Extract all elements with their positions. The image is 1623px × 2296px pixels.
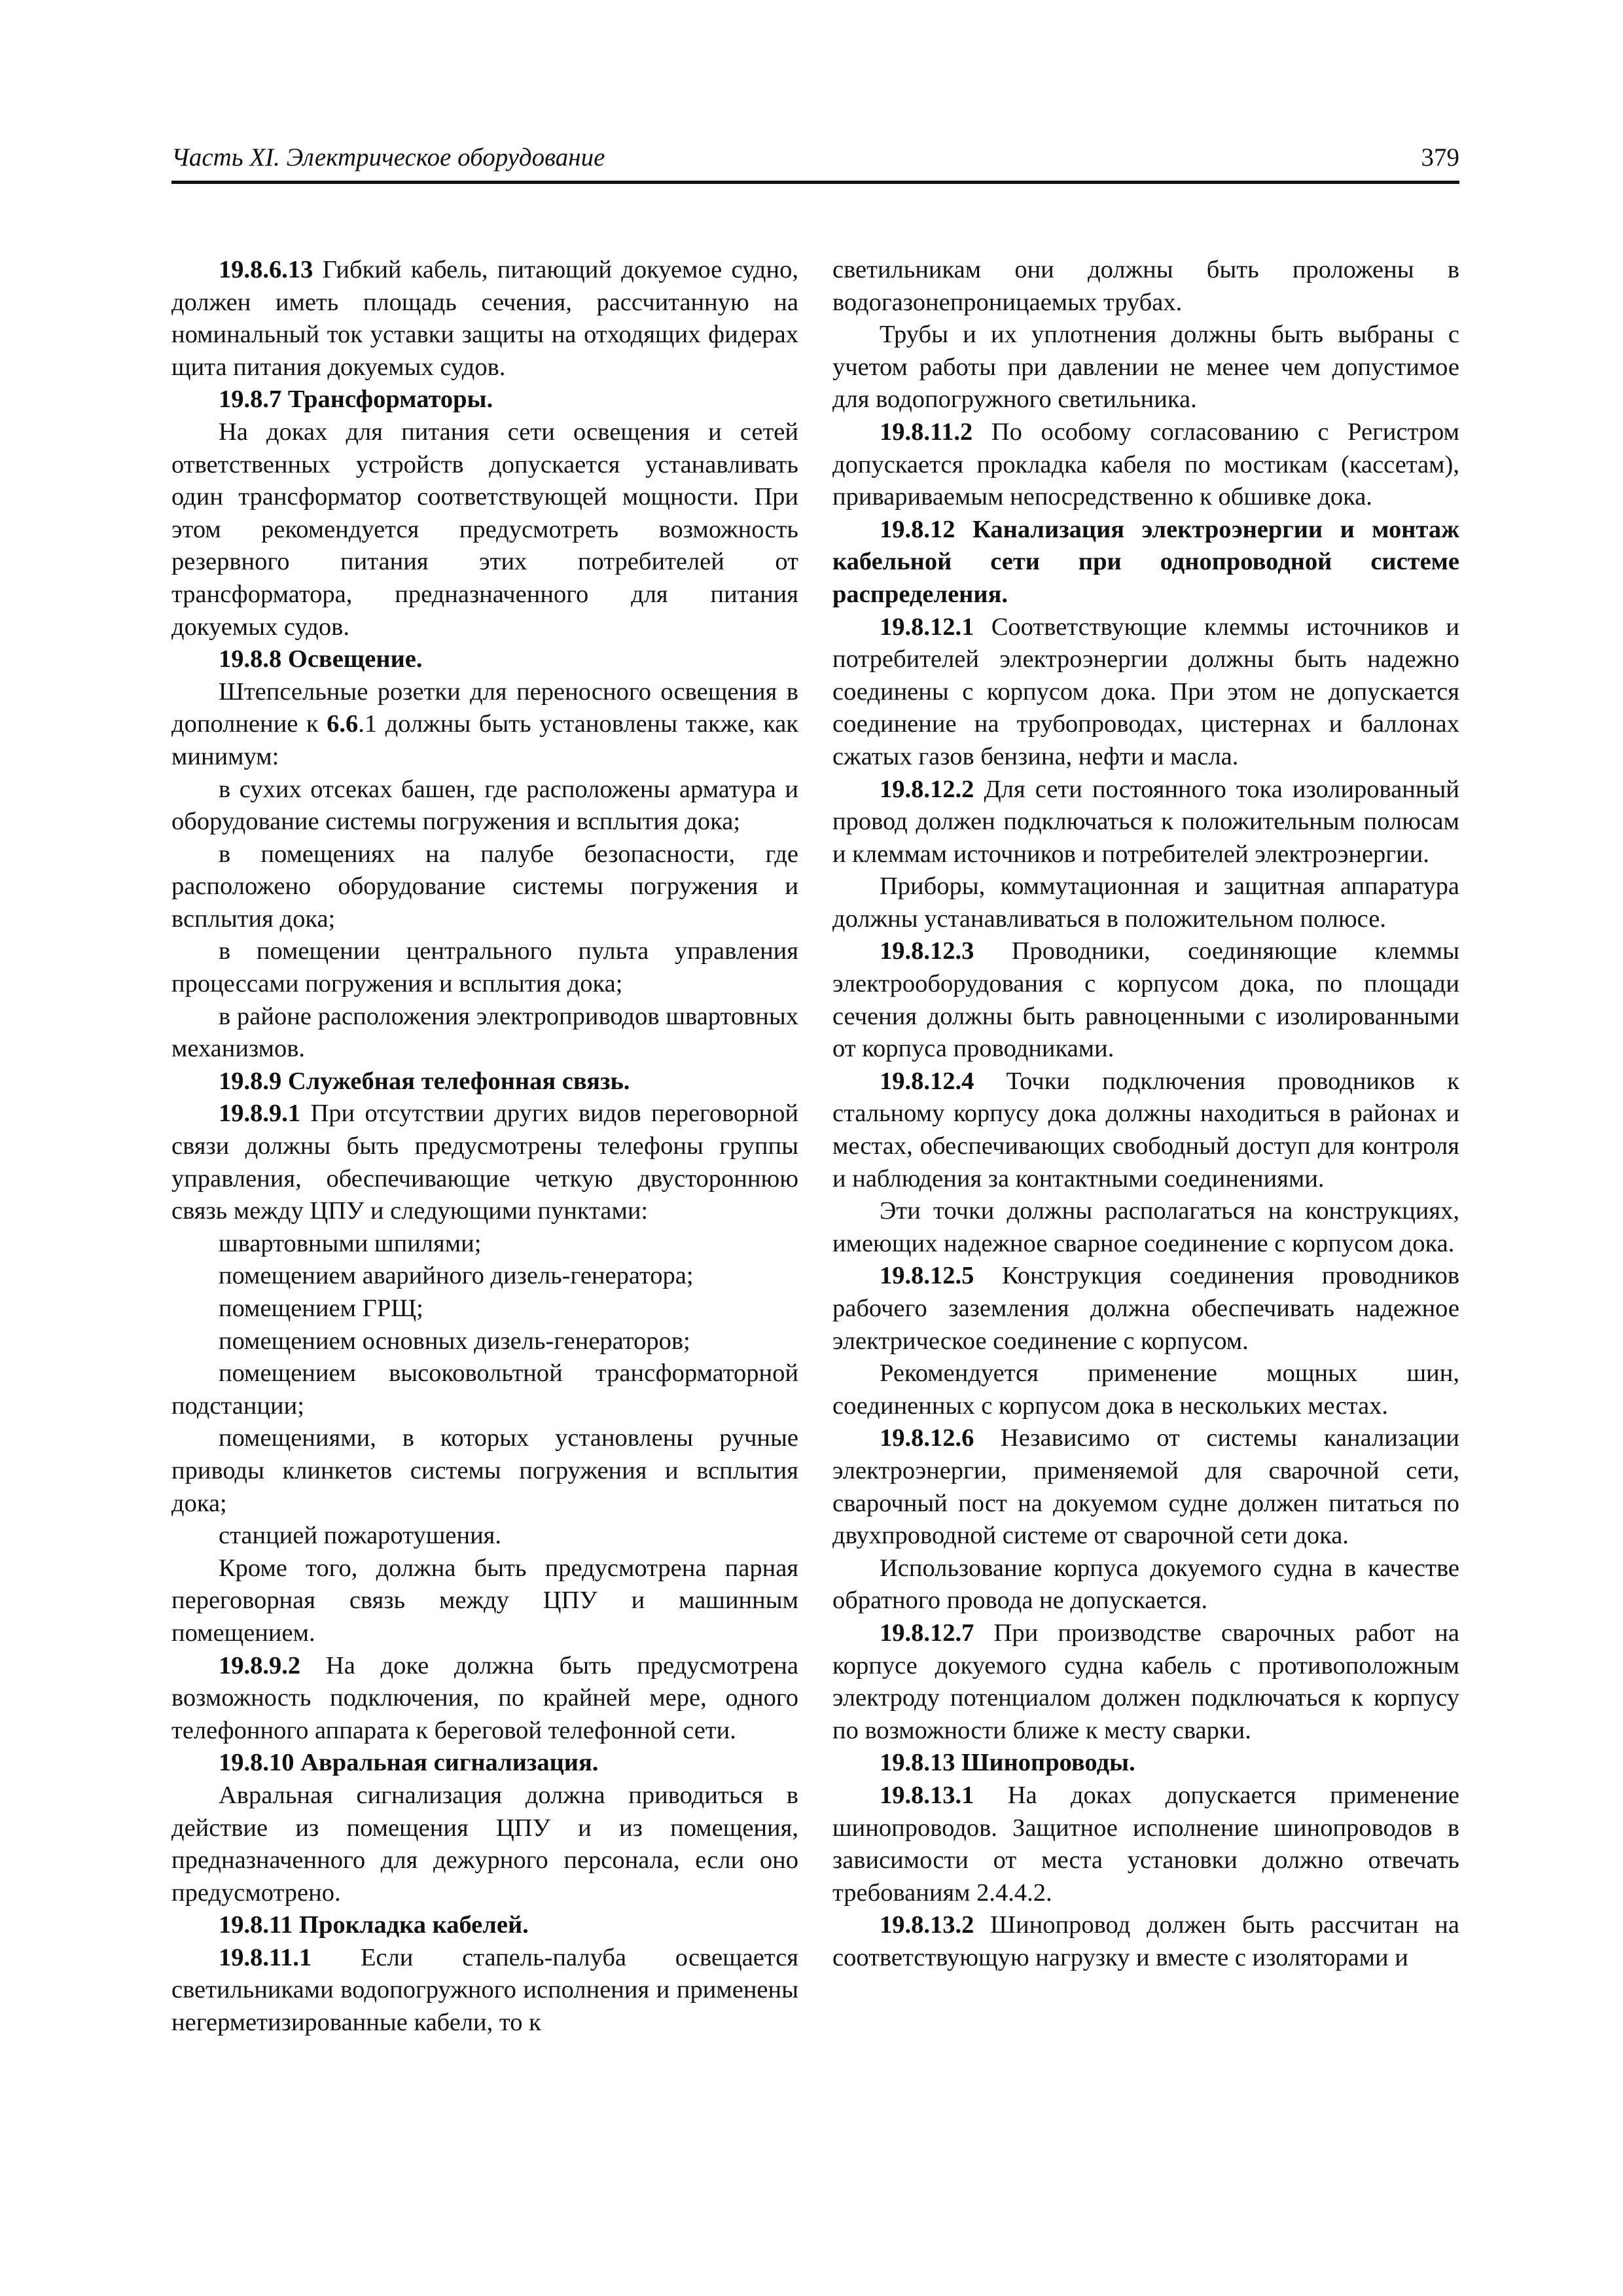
- clause-number: 19.8.12.2: [880, 775, 974, 803]
- page-header: [171, 140, 1459, 184]
- paragraph: [832, 1909, 1459, 1974]
- paragraph: [171, 1098, 798, 1227]
- paragraph: [171, 1942, 798, 2039]
- paragraph-text: Для сети постоянного тока изолированный провод должен подключаться к положительным полюсам и клеммам источников и потребителей электроэнергии.: [832, 775, 1459, 868]
- paragraph-continuation: светильникам они должны быть проложены в водогазонепроницаемых трубах.: [832, 256, 1459, 316]
- paragraph-text: Гибкий кабель, питающий докуемое судно, должен иметь площадь сечения, рассчитанную на номинальный ток уставки защиты на отходящих фидерах щита питания докуемых судов.: [171, 256, 798, 381]
- paragraph: Авральная сигнализация должна приводиться в действие из помещения ЦПУ и из помещения, предназначенного для дежурного персонала, если оно предусмотрено.: [171, 1781, 798, 1907]
- paragraph: [832, 1260, 1459, 1357]
- paragraph: Эти точки должны располагаться на конструкциях, имеющих надежное сварное соединение с корпусом дока.: [832, 1197, 1459, 1257]
- running-header-title: Часть XI. Электрическое оборудование: [171, 143, 605, 171]
- list-item: помещением основных дизель-генераторов;: [219, 1327, 690, 1355]
- paragraph: [171, 254, 798, 384]
- clause-number: 19.8.6.13: [219, 256, 313, 283]
- paragraph: [832, 1422, 1459, 1552]
- clause-number: 19.8.11.2: [880, 418, 973, 446]
- clause-number: 19.8.9.1: [219, 1100, 301, 1128]
- paragraph-text: По особому согласованию с Регистром допускается прокладка кабеля по мостикам (кассетам), привариваемым непосредственно к обшивке дока.: [832, 418, 1459, 511]
- clause-number: 19.8.12.7: [880, 1619, 974, 1647]
- paragraph-text: На доках допускается применение шинопроводов. Защитное исполнение шинопроводов в зависимости от места установки должно отвечать требованиям 2.4.4.2.: [832, 1781, 1459, 1907]
- section-heading: 19.8.11 Прокладка кабелей.: [219, 1911, 529, 1939]
- clause-number: 19.8.12.4: [880, 1067, 974, 1095]
- list-item: помещением аварийного дизель-генератора;: [219, 1262, 694, 1290]
- list-item: помещением ГРЩ;: [219, 1295, 423, 1322]
- paragraph-text: Соответствующие клеммы источников и потребителей электроэнергии должны быть надежно соединены с корпусом дока. При этом не допускается соединение на трубопроводах, цистернах и баллонах сжатых газов бензина, нефти и масла.: [832, 613, 1459, 770]
- paragraph: Приборы, коммутационная и защитная аппаратура должны устанавливаться в положительном полюсе.: [832, 872, 1459, 933]
- paragraph-text: Если стапель-палуба освещается светильниками водопогружного исполнения и применены негерметизированные кабели, то к: [171, 1943, 798, 2037]
- paragraph-text: Проводники, соединяющие клеммы электрооборудования с корпусом дока, по площади сечения должны быть равноценными с изолированными от корпуса проводниками.: [832, 937, 1459, 1063]
- clause-number: 19.8.11.1: [219, 1943, 312, 1971]
- list-item: в помещении центрального пульта управления процессами погружения и всплытия дока;: [171, 937, 798, 998]
- paragraph: [832, 416, 1459, 514]
- clause-number: 19.8.13.2: [880, 1911, 974, 1939]
- clause-number: 19.8.12.5: [880, 1262, 974, 1290]
- paragraph: Использование корпуса докуемого судна в качестве обратного провода не допускается.: [832, 1554, 1459, 1615]
- paragraph: Кроме того, должна быть предусмотрена парная переговорная связь между ЦПУ и машинным помещением.: [171, 1554, 798, 1647]
- section-heading: 19.8.9 Служебная телефонная связь.: [219, 1067, 630, 1095]
- paragraph: Трубы и их уплотнения должны быть выбраны с учетом работы при давлении не менее чем допустимое для водопогружного светильника.: [832, 321, 1459, 414]
- paragraph-text: При отсутствии других видов переговорной связи должны быть предусмотрены телефоны группы управления, обеспечивающие четкую двустороннюю связь между ЦПУ и следующими пунктами:: [171, 1100, 798, 1225]
- paragraph: Рекомендуется применение мощных шин, соединенных с корпусом дока в нескольких местах.: [832, 1359, 1459, 1420]
- list-item: в сухих отсеках башен, где расположены арматура и оборудование системы погружения и всплытия дока;: [171, 775, 798, 836]
- list-item: помещением высоковольтной трансформаторной подстанции;: [171, 1359, 798, 1420]
- paragraph: [171, 676, 798, 774]
- paragraph: [832, 774, 1459, 871]
- section-heading: 19.8.13 Шинопроводы.: [880, 1749, 1135, 1777]
- paragraph: [832, 1780, 1459, 1909]
- paragraph-text: На доке должна быть предусмотрена возможность подключения, по крайней мере, одного телефонного аппарата к береговой телефонной сети.: [171, 1651, 798, 1744]
- clause-number: 19.8.13.1: [880, 1781, 974, 1809]
- section-heading: 19.8.12 Канализация электроэнергии и монтаж кабельной сети при однопроводной системе распределения.: [832, 515, 1459, 608]
- list-item: швартовными шпилями;: [219, 1229, 482, 1257]
- clause-number: 19.8.9.2: [219, 1651, 301, 1679]
- section-heading: 19.8.8 Освещение.: [219, 645, 423, 673]
- clause-number: 19.8.12.6: [880, 1424, 974, 1452]
- left-column: [171, 254, 798, 2039]
- paragraph: [171, 1650, 798, 1748]
- paragraph: [832, 611, 1459, 774]
- paragraph-text: Конструкция соединения проводников рабочего заземления должна обеспечивать надежное электрическое соединение с корпусом.: [832, 1262, 1459, 1355]
- clause-number: 19.8.12.1: [880, 613, 974, 641]
- right-column: [832, 254, 1459, 1974]
- paragraph: На доках для питания сети освещения и сетей ответственных устройств допускается устанавливать один трансформатор соответствующей мощности. При этом рекомендуется предусмотреть возможность резервного питания этих потребителей от трансформатора, предназначенного для питания докуемых судов.: [171, 418, 798, 641]
- list-item: в районе расположения электроприводов швартовных механизмов.: [171, 1002, 798, 1063]
- paragraph-text: Точки подключения проводников к стальному корпусу дока должны находиться в районах и местах, обеспечивающих свободный доступ для контроля и наблюдения за контактными соединениями.: [832, 1067, 1459, 1193]
- clause-number: 19.8.12.3: [880, 937, 974, 965]
- list-item: станцией пожаротушения.: [219, 1522, 502, 1550]
- paragraph: [832, 1066, 1459, 1195]
- paragraph: [832, 1617, 1459, 1747]
- paragraph: [832, 935, 1459, 1065]
- section-heading: 19.8.7 Трансформаторы.: [219, 386, 493, 414]
- paragraph-text: Шинопровод должен быть рассчитан на соответствующую нагрузку и вместе с изоляторами и: [832, 1911, 1459, 1971]
- paragraph-text: Независимо от системы канализации электроэнергии, применяемой для сварочной сети, сварочный пост на докуемом судне должен питаться по двухпроводной системе от сварочной сети дока.: [832, 1424, 1459, 1550]
- paragraph-text: Штепсельные розетки для переносного освещения в дополнение к: [171, 677, 798, 738]
- section-heading: 19.8.10 Авральная сигнализация.: [219, 1749, 599, 1777]
- list-item: в помещениях на палубе безопасности, где расположено оборудование системы погружения и всплытия дока;: [171, 840, 798, 933]
- page-number: 379: [1421, 143, 1459, 171]
- cross-reference: 6.6: [327, 710, 359, 738]
- list-item: помещениями, в которых установлены ручные приводы клинкетов системы погружения и всплытия дока;: [171, 1424, 798, 1517]
- paragraph-text: При производстве сварочных работ на корпусе докуемого судна кабель с противоположным электроду потенциалом должен подключаться к корпусу по возможности ближе к месту сварки.: [832, 1619, 1459, 1744]
- paragraph-text: .1 должны быть установлены также, как минимум:: [171, 710, 798, 770]
